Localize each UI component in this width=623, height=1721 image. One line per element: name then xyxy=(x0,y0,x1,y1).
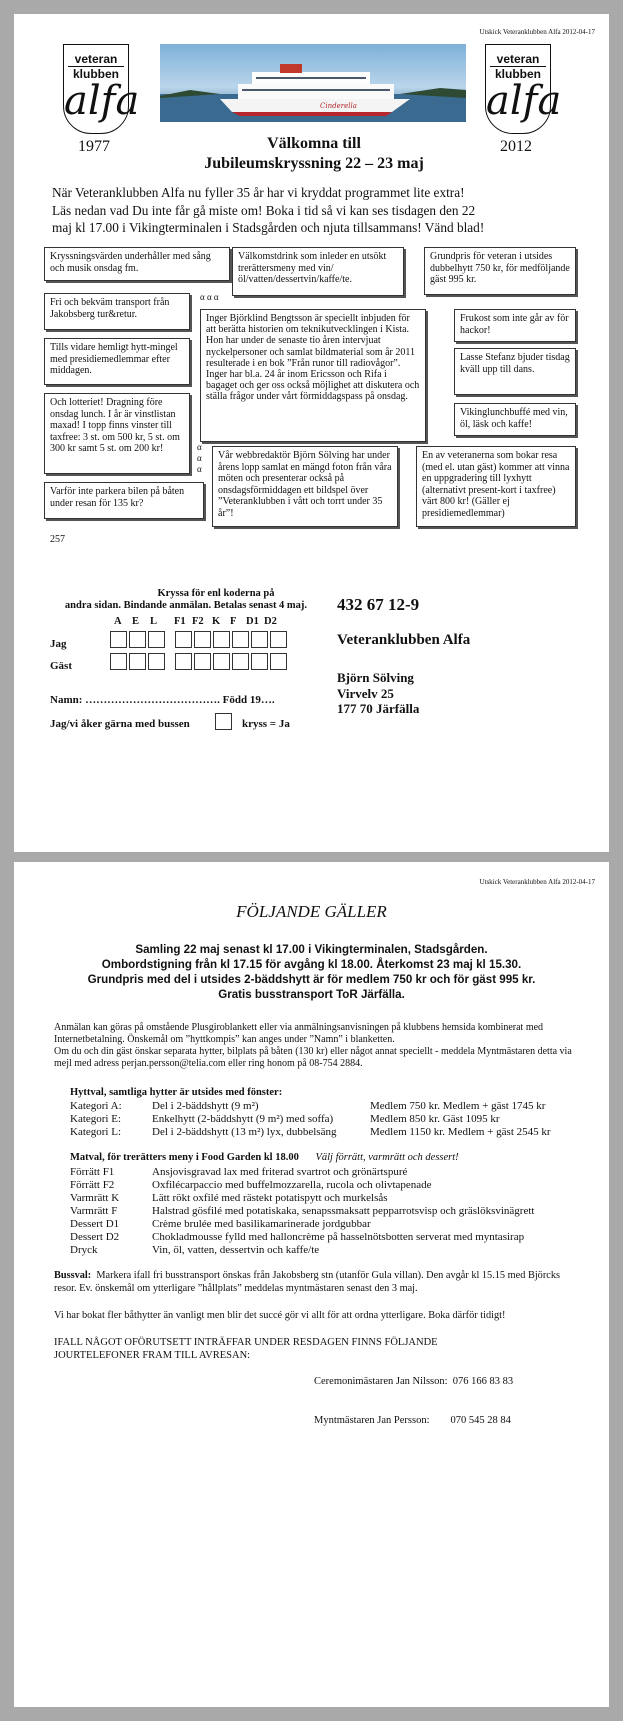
registration-text: Anmälan kan göras på omstående Plusgiroblankett eller via anmälningsanvisningen på klubbens hemsida kombinerat med Internetbetalning. Önskemål om ”hyttkompis” kan anges under ”Namn” i blanketten. Om du och din gäst önskar separata hytter, bilplats på båten (130 kr) eller något annat speciellt - meddela Myntmästaren detta via mejl med adress perjan.persson@telia.com eller ring honom på 08-754 2884. xyxy=(54,1022,572,1069)
checkbox-bus[interactable] xyxy=(215,713,232,730)
checkbox-jag-f1[interactable] xyxy=(175,631,192,648)
cabin-title: Hyttval, samtliga hytter är utsides med fönster: xyxy=(70,1087,283,1098)
info-box-transport: Fri och bekväm transport från Jakobsberg tur&retur. xyxy=(44,293,190,330)
checkbox-jag-f2[interactable] xyxy=(194,631,211,648)
checkbox-gast-e[interactable] xyxy=(129,653,146,670)
booking-note: Vi har bokat fler båthytter än vanligt men blir det succé gör vi allt för att ordna ytterligare. Boka därför tidigt! xyxy=(54,1310,506,1321)
bus-kryss-hint: kryss = Ja xyxy=(242,718,290,730)
checkbox-gast-f1[interactable] xyxy=(175,653,192,670)
info-box-base-price: Grundpris för veteran i utsides dubbelhytt 750 kr, för medföljande gäst 995 kr. xyxy=(424,247,576,295)
checkbox-jag-l[interactable] xyxy=(148,631,165,648)
year-left: 1977 xyxy=(78,138,110,155)
ship-photo xyxy=(160,44,466,122)
checkbox-jag-e[interactable] xyxy=(129,631,146,648)
info-box-speaker: Inger Björklind Bengtsson är speciellt inbjuden för att berätta historien om teknikutvecklingen i Kista. Hon har under de senaste tio åren intervjuat nyckelpersoner och samlat bildmaterial som år 2011 resulterade i en bok ”Från runor till radiovågor”. Inger har bl.a. 24 år inom Ericsson och Rifa i bagaget och ger oss också möjlighet att diskutera och ställa frågor under vårt förmiddagspass på onsdag. xyxy=(200,309,426,442)
checkbox-gast-l[interactable] xyxy=(148,653,165,670)
checkbox-jag-k[interactable] xyxy=(213,631,230,648)
alpha-marks-side: α α α xyxy=(197,442,202,474)
ship-name: Cinderella xyxy=(320,102,357,110)
cabin-row: Kategori E: Enkelhytt (2-bäddshytt (9 m²) med soffa) Medlem 850 kr. Gäst 1095 kr xyxy=(70,1113,500,1125)
checkbox-gast-k[interactable] xyxy=(213,653,230,670)
checkbox-gast-d1[interactable] xyxy=(251,653,268,670)
checkbox-row-gast xyxy=(110,652,289,670)
cabin-row: Kategori A: Del i 2-bäddshytt (9 m²) Medlem 750 kr. Medlem + gäst 1745 kr xyxy=(70,1100,546,1112)
page-2 xyxy=(14,862,609,1707)
page-title: FÖLJANDE GÄLLER xyxy=(236,902,387,921)
checkbox-jag-f[interactable] xyxy=(232,631,249,648)
bus-info: Bussval: Markera ifall fri busstransport önskas från Jakobsberg stn (utanför Gula villan). Den avgår kl 15.15 med Björcks resor. Ev. önskemål om ytterligare ”hållplats” meddelas myntmästaren senast den 3 maj. xyxy=(54,1270,560,1294)
menu-row: Dessert D1 Crème brulée med basilikamarinerade jordgubbar xyxy=(70,1218,371,1230)
checkbox-gast-a[interactable] xyxy=(110,653,127,670)
form-intro: Kryssa för enl koderna på andra sidan. Bindande anmälan. Betalas senast 4 maj. xyxy=(64,588,308,611)
name-field[interactable]: Namn: ………………………………. Född 19…. xyxy=(50,694,275,706)
recipient-address: Björn Sölving Virvelv 25 177 70 Järfälla xyxy=(337,670,420,716)
info-box-lottery: Och lotteriet! Dragning före onsdag lunch. I år är vinstlistan maxad! I topp finns vinster till taxfree: 3 st. om 500 kr, 5 st. om 300 kr samt 5 st. om 200 kr! xyxy=(44,393,190,474)
logo-left: veteran klubben alfa xyxy=(63,44,129,134)
emergency-contacts: Ceremonimästaren Jan Nilsson: 076 166 83 83 Myntmästaren Jan Persson: 070 545 28 84 xyxy=(314,1376,514,1426)
checkbox-row-jag xyxy=(110,630,289,648)
checkbox-jag-d2[interactable] xyxy=(270,631,287,648)
row-label-jag: Jag xyxy=(50,638,67,650)
row-label-gast: Gäst xyxy=(50,660,72,672)
intro-text: När Veteranklubben Alfa nu fyller 35 år har vi kryddat programmet lite extra! Läs nedan vad Du inte får gå miste om! Boka i tid så vi kan ses tisdagen den 22 maj kl 17.00 i Vikingterminalen i Stadsgården och njuta tillsammans! Vänd blad! xyxy=(52,185,485,235)
info-box-entertainment: Kryssningsvärden underhåller med sång och musik onsdag fm. xyxy=(44,247,230,281)
menu-row: Varmrätt F Halstrad gösfilé med potatiskaka, senapssmaksatt pepparrotsvisp och gräslöksvinägrett xyxy=(70,1205,535,1217)
info-box-breakfast: Frukost som inte går av för hackor! xyxy=(454,309,576,342)
logo-right: veteran klubben alfa xyxy=(485,44,551,134)
menu-row: Dessert D2 Chokladmousse fylld med halloncrème på hasselnötsbotten serverat med myntasirap xyxy=(70,1231,525,1243)
code-257: 257 xyxy=(50,534,65,545)
page-title: Välkomna till Jubileumskryssning 22 – 23 maj xyxy=(204,135,424,172)
checkbox-jag-a[interactable] xyxy=(110,631,127,648)
info-box-slideshow: Vår webbredaktör Björn Sölving har under årens lopp samlat en mängd foton från våra möten och presenterar också på onsdagsförmiddagen ett bildspel över ”Veteranklubben i vått och torrt under 35 år”! xyxy=(212,446,398,527)
recipient-org: Veteranklubben Alfa xyxy=(337,632,471,648)
info-box-parking: Varför inte parkera bilen på båten under resan för 135 kr? xyxy=(44,482,204,519)
menu-row: Varmrätt K Lätt rökt oxfilé med rästekt potatispytt och murkelsås xyxy=(70,1192,388,1204)
alpha-marks-top: α α α xyxy=(200,292,219,302)
plusgiro-number: 432 67 12-9 xyxy=(337,595,420,614)
info-box-viking-lunch: Vikinglunchbuffé med vin, öl, läsk och kaffe! xyxy=(454,403,576,436)
cabin-row: Kategori L: Del i 2-bäddshytt (13 m²) lyx, dubbelsäng Medlem 1150 kr. Medlem + gäst 2545 kr xyxy=(70,1126,551,1138)
menu-title: Matval, för trerätters meny i Food Garden kl 18.00 Välj förrätt, varmrätt och dessert! xyxy=(70,1152,459,1163)
key-info: Samling 22 maj senast kl 17.00 i Vikingterminalen, Stadsgården. Ombordstigning från kl 17.15 för avgång kl 18.00. Återkomst 23 maj kl 15.30. Grundpris med del i utsides 2-bäddshytt är för medlem 750 kr och för gäst 995 kr. Gratis busstransport ToR Järfälla. xyxy=(87,943,536,1001)
page-1: Utskick Veteranklubben Alfa 2012-04-17 veteran klubben alfa veteran klubben alfa Cinderella 1977 2012 Välkomna till Jubileumskryssning 22 – 23 maj När Veteranklubben Alfa nu fyller 35 år har vi kryddat programmet lite extra! Läs nedan vad Du inte får gå miste om! Boka i tid så vi kan ses tisdagen den 22 maj kl 17.00 i Vikingterminalen i Stadsgården och njuta tillsammans! Vänd blad! Kryssningsvärden underhåller med sång och musik onsdag fm. Välkomstdrink som inleder en utsökt trerättersmeny med vin/öl/vatten/dessertvin/kaffe/te. Grundpris för veteran i utsides dubbelhytt 750 kr, för medföljande gäst 995 kr. Fri och bekväm transport från Jakobsberg tur&retur. α α α Inger Björklind Bengtsson är speciellt inbjuden för att berätta historien om teknikutvecklingen i Kista. Hon har under de senaste tio åren intervjuat nyckelpersoner och samlat bildmaterial som år 2011 resulterade i en bok ”Från runor till radiovågor”. Inger har bl.a. 24 år inom Ericsson och Rifa i bagaget och ger oss också möjlighet att diskutera och ställa frågor under vårt förmiddagspass på onsdag. Frukost som inte går av för hackor! Tills vidare hemligt hytt-mingel med presidiemedlemmar efter middagen. Lasse Stefanz bjuder tisdag kväll upp till dans. Och lotteriet! Dragning före onsdag lunch. I år är vinstlistan maxad! I topp finns vinster till taxfree: 3 st. om 500 kr, 5 st. om 300 kr samt 5 st. om 200 kr! Vikinglunchbuffé med vin, öl, läsk och kaffe! α α α Vår webbredaktör Björn Sölving har under årens lopp samlat en mängd foton från våra möten och presenterar också på onsdagsförmiddagen ett bildspel över ”Veteranklubben i vått och torrt under 35 år”! En av veteranerna som bokar resa (med el. utan gäst) kommer att vinna en uppgradering till lyxhytt (alternativt present-kort i taxfree) värt 800 kr! (Gäller ej presidiemedlemmar) Varför inte parkera bilen på båten under resan för 135 kr? 257 Kryssa för enl koderna på andra sidan. Bindande anmälan. Betalas senast 4 maj. A E L F1 F2 K F D1 D2 Jag Gäst Namn: ………………………………. Född 19…. Jag/vi åker gärna med bussen kryss = Ja 432 67 12-9 Veteranklubben Alfa Björn Sölving Virvelv 25 177 70 Järfälla xyxy=(14,14,609,852)
checkbox-jag-d1[interactable] xyxy=(251,631,268,648)
menu-row: Dryck Vin, öl, vatten, dessertvin och kaffe/te xyxy=(70,1244,320,1256)
header-text: Utskick Veteranklubben Alfa 2012-04-17 xyxy=(479,28,595,36)
checkbox-gast-d2[interactable] xyxy=(270,653,287,670)
info-box-dance: Lasse Stefanz bjuder tisdag kväll upp till dans. xyxy=(454,348,576,395)
info-box-welcome-drink: Välkomstdrink som inleder en utsökt trerättersmeny med vin/öl/vatten/dessertvin/kaffe/te. xyxy=(232,247,404,296)
emergency-info: IFALL NÅGOT OFÖRUTSETT INTRÄFFAR UNDER RESDAGEN FINNS FÖLJANDE JOURTELEFONER FRAM TILL AVRESAN: xyxy=(54,1337,438,1361)
menu-row: Förrätt F2 Oxfilécarpaccio med buffelmozzarella, rucola och olivtapenade xyxy=(70,1179,432,1191)
checkbox-gast-f2[interactable] xyxy=(194,653,211,670)
bus-label: Jag/vi åker gärna med bussen xyxy=(50,718,190,730)
header-text: Utskick Veteranklubben Alfa 2012-04-17 xyxy=(479,878,595,886)
checkbox-gast-f[interactable] xyxy=(232,653,249,670)
menu-row: Förrätt F1 Ansjovisgravad lax med friterad svartrot och grönärtspuré xyxy=(70,1166,408,1178)
info-box-upgrade: En av veteranerna som bokar resa (med el. utan gäst) kommer att vinna en uppgradering till lyxhytt (alternativt present-kort i taxfree) värt 800 kr! (Gäller ej presidiemedlemmar) xyxy=(416,446,576,527)
year-right: 2012 xyxy=(500,138,532,155)
info-box-cabin-mingle: Tills vidare hemligt hytt-mingel med presidiemedlemmar efter middagen. xyxy=(44,338,190,385)
